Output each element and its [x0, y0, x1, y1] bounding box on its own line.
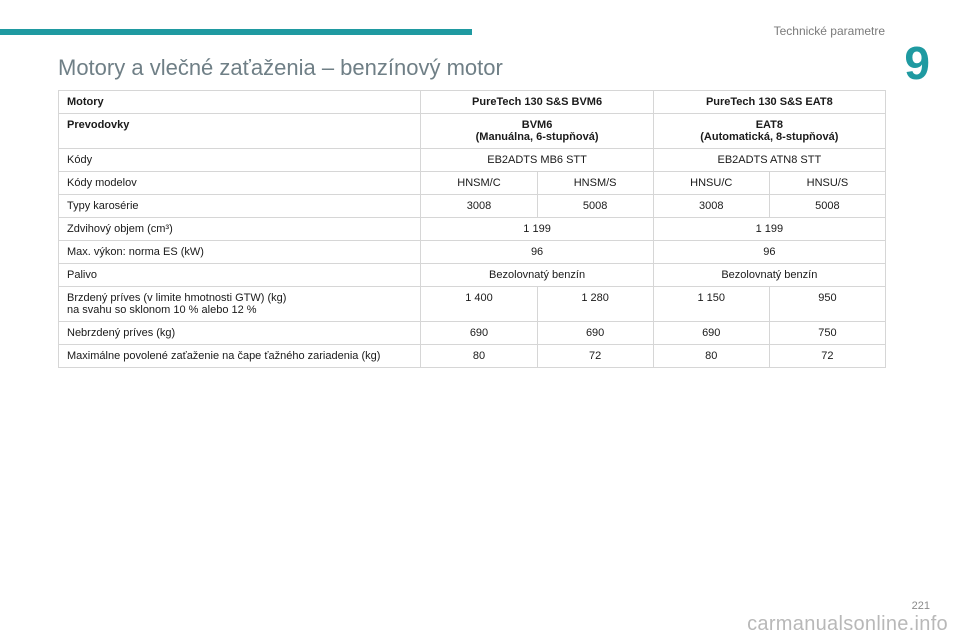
page-title: Motory a vlečné zaťaženia – benzínový motor	[58, 55, 503, 80]
table-row-palivo	[59, 264, 886, 287]
table-cell: HNSM/C	[421, 172, 537, 195]
table-row-kody-modelov	[59, 172, 886, 195]
table-cell: 80	[653, 345, 769, 368]
chapter-number: 9	[904, 37, 930, 89]
row-label: Motory	[59, 91, 421, 114]
label-line: na svahu so sklonom 10 % alebo 12 %	[67, 304, 257, 316]
table-row-prevodovky	[59, 114, 886, 149]
table-cell: 690	[653, 322, 769, 345]
row-label: Kódy	[59, 149, 421, 172]
table-row-brzdeny-prives	[59, 287, 886, 322]
table-row-nebrzdeny-prives	[59, 322, 886, 345]
table-row-zdvihovy-objem	[59, 218, 886, 241]
cell-line: BVM6	[521, 119, 553, 131]
table-cell: 1 400	[421, 287, 537, 322]
table-cell: HNSM/S	[537, 172, 653, 195]
table-row-typy-karoserie	[59, 195, 886, 218]
table-cell: 1 199	[421, 218, 653, 241]
table-row-max-vykon	[59, 241, 886, 264]
table-cell: 750	[769, 322, 885, 345]
row-label: Typy karosérie	[59, 195, 421, 218]
row-label: Maximálne povolené zaťaženie na čape ťažného zariadenia (kg)	[59, 345, 421, 368]
cell-line: (Automatická, 8-stupňová)	[700, 131, 839, 143]
table-cell: EB2ADTS MB6 STT	[421, 149, 653, 172]
row-label: Max. výkon: norma ES (kW)	[59, 241, 421, 264]
table-cell: Bezolovnatý benzín	[653, 264, 885, 287]
table-cell: 1 150	[653, 287, 769, 322]
table-cell: 950	[769, 287, 885, 322]
label-line: Brzdený príves (v limite hmotnosti GTW) (kg)	[67, 292, 287, 304]
row-label: Nebrzdený príves (kg)	[59, 322, 421, 345]
section-label: Technické parametre	[773, 24, 885, 38]
table-cell: Bezolovnatý benzín	[421, 264, 653, 287]
row-label: Prevodovky	[59, 114, 421, 149]
header-accent-bar	[0, 29, 472, 35]
table-cell: 96	[421, 241, 653, 264]
table-cell: 5008	[537, 195, 653, 218]
row-label: Palivo	[59, 264, 421, 287]
table-cell	[421, 114, 653, 149]
table-cell: PureTech 130 S&S BVM6	[421, 91, 653, 114]
row-label	[59, 287, 421, 322]
table-row-zatazenie-cap	[59, 345, 886, 368]
page-number: 221	[911, 600, 930, 612]
table-cell	[653, 114, 885, 149]
table-cell: 72	[537, 345, 653, 368]
table-cell: 5008	[769, 195, 885, 218]
table-cell: EB2ADTS ATN8 STT	[653, 149, 885, 172]
table-row-kody	[59, 149, 886, 172]
table-cell: 690	[537, 322, 653, 345]
table-cell: HNSU/S	[769, 172, 885, 195]
row-label: Kódy modelov	[59, 172, 421, 195]
table-cell: 3008	[653, 195, 769, 218]
table-cell: PureTech 130 S&S EAT8	[653, 91, 885, 114]
cell-line: (Manuálna, 6-stupňová)	[475, 131, 599, 143]
table-cell: 72	[769, 345, 885, 368]
table-cell: 1 280	[537, 287, 653, 322]
watermark[interactable]: carmanualsonline.info	[747, 613, 948, 635]
table-cell: 690	[421, 322, 537, 345]
table-cell: 3008	[421, 195, 537, 218]
specification-table	[58, 90, 886, 368]
table-cell: HNSU/C	[653, 172, 769, 195]
row-label: Zdvihový objem (cm³)	[59, 218, 421, 241]
table-row-motory	[59, 91, 886, 114]
table-cell: 96	[653, 241, 885, 264]
table-cell: 1 199	[653, 218, 885, 241]
table-cell: 80	[421, 345, 537, 368]
cell-line: EAT8	[755, 119, 783, 131]
